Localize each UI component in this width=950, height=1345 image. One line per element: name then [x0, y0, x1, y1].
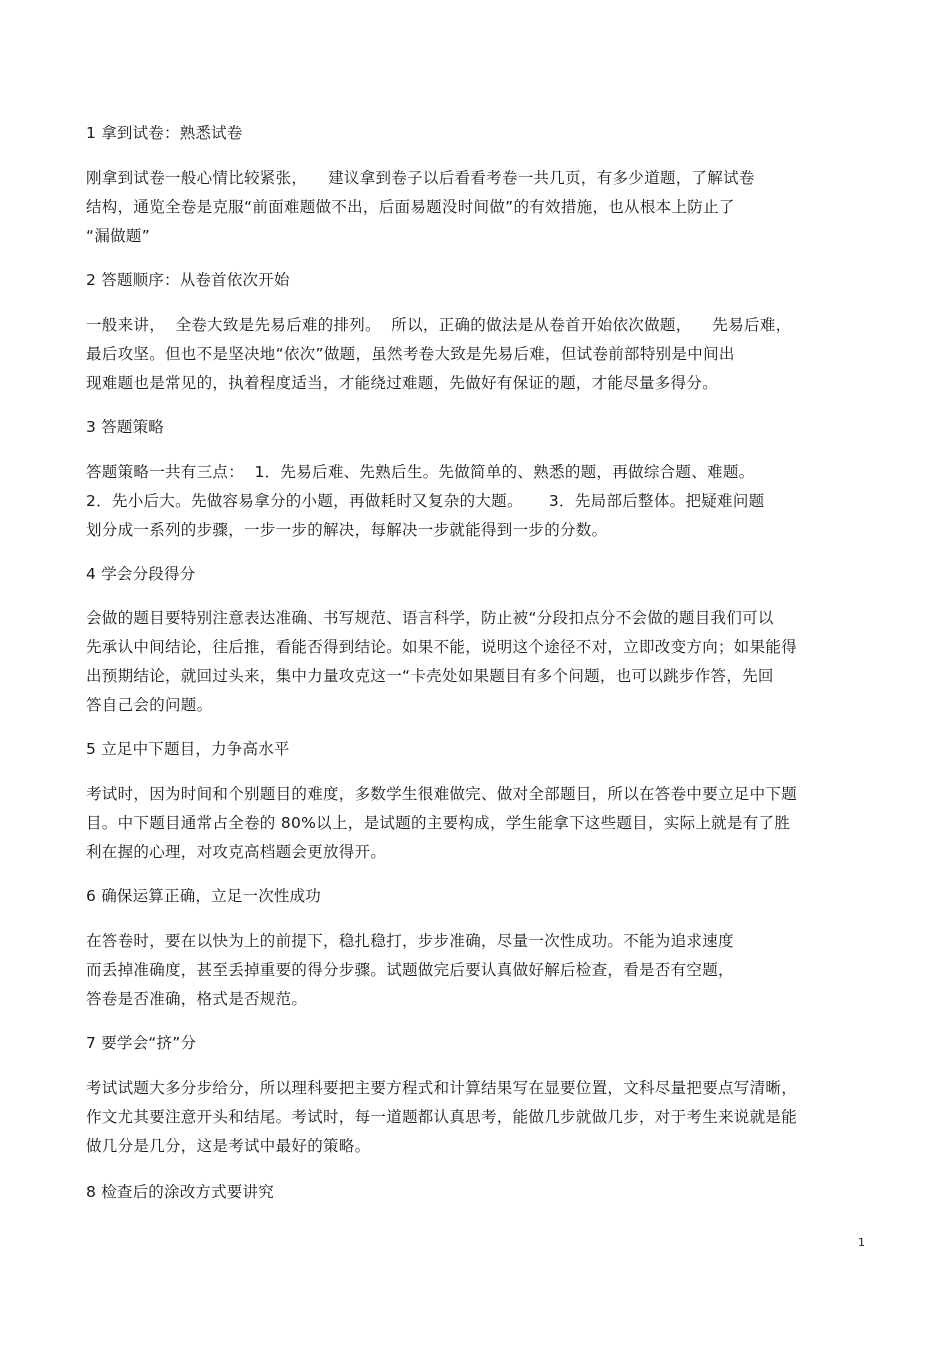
section-6-line-2: 而丢掉准确度，甚至丢掉重要的得分步骤。试题做完后要认真做好解后检查，看是否有空题，	[86, 961, 734, 979]
section-7-line-3: 做几分是几分，这是考试中最好的策略。	[86, 1137, 371, 1155]
section-5-line-1: 考试时，因为时间和个别题目的难度，多数学生很难做完、做对全部题目，所以在答卷中要立足中下题	[86, 785, 798, 803]
section-2-line-3: 现难题也是常见的，执着程度适当，才能绕过难题，先做好有保证的题，才能尽量多得分。	[86, 374, 719, 392]
section-7-line-1: 考试试题大多分步给分，所以理科要把主要方程式和计算结果写在显要位置，文科尽量把要点写清晰，	[86, 1079, 798, 1097]
section-1-line-2: 结构，通览全卷是克服“前面难题做不出，后面易题没时间做”的有效措施，也从根本上防止了	[86, 198, 735, 216]
section-heading-7: 7 要学会“挤”分	[86, 1034, 197, 1052]
section-heading-1: 1 拿到试卷：熟悉试卷	[86, 124, 243, 142]
section-3-line-1: 答题策略一共有三点： 1．先易后难、先熟后生。先做简单的、熟悉的题，再做综合题、难题。	[86, 463, 755, 481]
section-1-line-1: 刚拿到试卷一般心情比较紧张， 建议拿到卷子以后看看考卷一共几页，有多少道题，了解试卷	[86, 169, 755, 187]
section-5-line-3: 利在握的心理，对攻克高档题会更放得开。	[86, 843, 387, 861]
section-4-line-4: 答自己会的问题。	[86, 696, 213, 714]
section-heading-8: 8 检查后的涂改方式要讲究	[86, 1183, 274, 1201]
section-1-line-3: “漏做题”	[86, 227, 151, 245]
page-number: 1	[858, 1236, 865, 1249]
section-heading-5: 5 立足中下题目，力争高水平	[86, 740, 290, 758]
section-7-line-2: 作文尤其要注意开头和结尾。考试时，每一道题都认真思考，能做几步就做几步，对于考生来说就是能	[86, 1108, 798, 1126]
section-4-line-1: 会做的题目要特别注意表达准确、书写规范、语言科学，防止被“分段扣点分不会做的题目我们可以	[86, 609, 774, 627]
section-6-line-3: 答卷是否准确，格式是否规范。	[86, 990, 308, 1008]
section-6-line-1: 在答卷时，要在以快为上的前提下，稳扎稳打，步步准确，尽量一次性成功。不能为追求速度	[86, 932, 734, 950]
section-2-line-2: 最后攻坚。但也不是坚决地“依次”做题，虽然考卷大致是先易后难，但试卷前部特别是中间出	[86, 345, 735, 363]
section-heading-6: 6 确保运算正确，立足一次性成功	[86, 887, 321, 905]
section-heading-2: 2 答题顺序：从卷首依次开始	[86, 271, 290, 289]
section-heading-3: 3 答题策略	[86, 418, 164, 436]
section-3-line-2: 2．先小后大。先做容易拿分的小题，再做耗时又复杂的大题。 3．先局部后整体。把疑难问题	[86, 492, 765, 510]
section-4-line-3: 出预期结论，就回过头来，集中力量攻克这一“卡壳处如果题目有多个问题，也可以跳步作答，先回	[86, 667, 774, 685]
section-5-line-2: 目。中下题目通常占全卷的 80%以上，是试题的主要构成，学生能拿下这些题目，实际上就是有了胜	[86, 814, 791, 832]
section-4-line-2: 先承认中间结论，往后推，看能否得到结论。如果不能，说明这个途径不对，立即改变方向；如果能得	[86, 638, 798, 656]
section-2-line-1: 一般来讲， 全卷大致是先易后难的排列。 所以，正确的做法是从卷首开始依次做题， 先易后难，	[86, 316, 792, 334]
section-3-line-3: 划分成一系列的步骤，一步一步的解决，每解决一步就能得到一步的分数。	[86, 521, 608, 539]
section-heading-4: 4 学会分段得分	[86, 565, 196, 583]
